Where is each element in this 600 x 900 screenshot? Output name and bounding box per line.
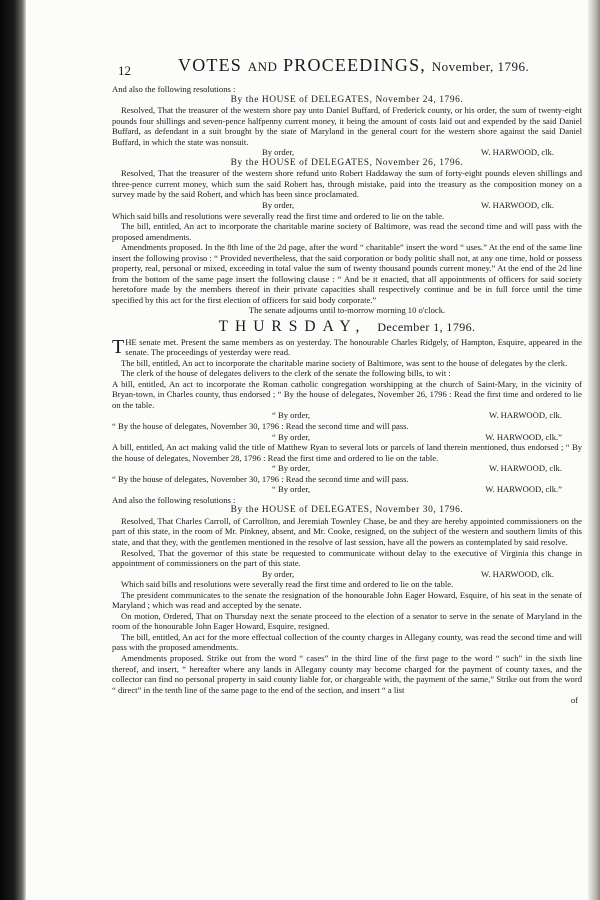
by-order: “ By order,: [272, 431, 311, 442]
catchword: of: [570, 695, 578, 706]
by-order: “ By order,: [272, 484, 311, 495]
by-order: “ By order,: [272, 463, 311, 474]
signature-block: [112, 432, 582, 443]
signature-block: [112, 569, 582, 580]
intro-line: And also the following resolutions :: [112, 84, 236, 94]
clerk-name: W. HARWOOD, clk.: [481, 568, 554, 579]
resolution-heading: By the HOUSE of DELEGATES, November 30, 1796.: [230, 505, 464, 516]
signature-block: [112, 484, 582, 495]
resolution-heading: By the HOUSE of DELEGATES, November 26, 1796.: [230, 157, 464, 168]
by-order: By order,: [262, 568, 295, 579]
title-date: November, 1796.: [431, 59, 530, 74]
day-date: December 1, 1796.: [377, 320, 476, 335]
resolution-text: Resolved, That the governor of this state be requested to communicate without delay to the executive of Virginia this change in appointment of commissioners on the part of this state.: [112, 547, 582, 569]
clerk-name: W. HARWOOD, clk.: [489, 463, 562, 474]
paragraph: The bill, entitled, An act for the more effectual collection of the county charges in Allegany county, was read the second time and will pass with the proposed amendments.: [112, 631, 582, 653]
paragraph: And also the following resolutions :: [112, 494, 236, 505]
paragraph: Which said bills and resolutions were severally read the first time and ordered to lie on the table.: [112, 210, 445, 221]
book-binding-shadow: [0, 0, 26, 900]
by-order: By order,: [262, 200, 295, 211]
signature-block: [112, 147, 582, 158]
paragraph: The president communicates to the senate the resignation of the honourable John Eager Howard, Esquire, of his seat in the senate of Maryland ; which was read and accepted by the senate.: [112, 589, 582, 611]
title-proceedings: PROCEEDINGS,: [283, 55, 426, 75]
signature-block: [112, 410, 582, 421]
day-name: THURSDAY,: [218, 318, 367, 336]
paragraph: The bill, entitled, An act to incorporate the charitable marine society of Baltimore, was sent to the house of delegates by the clerk.: [121, 357, 568, 368]
by-order: “ By order,: [272, 410, 311, 421]
page-number: 12: [118, 63, 131, 78]
resolution-text: Resolved, That Charles Carroll, of Carrollton, and Jeremiah Townley Chase, be and they are hereby appointed commissioners on the part of this state, in the room of Mr. Pinkney, absent, and Mr. Cooke, resigned, on the subject of the western and southern limits of this state, and that they, with the gentlemen mentioned in the resolve of last session, have all the powers as contemplated by said resolve.: [112, 515, 582, 547]
by-order: By order,: [262, 147, 295, 158]
resolution-heading: By the HOUSE of DELEGATES, November 24, 1796.: [230, 94, 464, 105]
paragraph: “ By the house of delegates, November 30, 1796 : Read the second time and will pass.: [112, 420, 409, 431]
paragraph: A bill, entitled, An act to incorporate the Roman catholic congregation worshipping at the church of Saint-Mary, in the vicinity of Bryan-town, in Charles county, thus endorsed ; “ By the house of delegates, November 26, 1796 : Read the first time and ordered to lie on the table.: [112, 378, 582, 410]
clerk-name: W. HARWOOD, clk.”: [485, 484, 562, 495]
paragraph: [112, 337, 582, 358]
clerk-name: W. HARWOOD, clk.: [481, 147, 554, 158]
paragraph: “ By the house of delegates, November 30, 1796 : Read the second time and will pass.: [112, 473, 409, 484]
day-heading: [112, 318, 582, 336]
title-and: AND: [247, 59, 278, 74]
paragraph: The clerk of the house of delegates delivers to the clerk of the senate the following bills, to wit :: [121, 368, 451, 379]
signature-block: [112, 200, 582, 211]
page-content: [112, 55, 582, 706]
paragraph: The bill, entitled, An act to incorporate the charitable marine society of Baltimore, was read the second time and will pass with the proposed amendments.: [112, 221, 582, 242]
paragraph: Which said bills and resolutions were severally read the first time and ordered to lie on the table.: [121, 579, 454, 590]
paragraph-text: HE senate met. Present the same members as on yesterday. The honourable Charles Ridgely, of Hampton, Esquire, appeared in the senate. The proceedings of yesterday were read.: [125, 336, 582, 358]
clerk-name: W. HARWOOD, clk.: [481, 200, 554, 211]
clerk-name: W. HARWOOD, clk.: [489, 410, 562, 421]
drop-cap: T: [112, 335, 125, 358]
paragraph: Amendments proposed. Strike out from the word “ cases” in the third line of the first page to the word “ such” in the sixth line thereof, and insert, “ hereafter where any lands in Allegany county may become charged for the payment of county taxes, and the collector can find no personal property in said county liable for, or chargeable with, the payment of the same,” Strike out from the word “ direct” in the tenth line of the same page to the end of the section, and insert “ a list: [112, 652, 582, 695]
paragraph: Amendments proposed. In the 8th line of the 2d page, after the word “ charitable” insert the word “ uses.” At the end of the same line insert the following proviso : “ Provided nevertheless, that the said corporation or body politic shall not, at any one time, hold or possess property, real, personal or mixed, exceeding in total value the sum of twenty thousand pounds current money.” At the end of the 2d line from the bottom of the same page insert the following clause : “ And be it enacted, that all appointments of officers for said society heretofore made by the members thereof in their private capacities shall respectively continue and be in full force until the time specified by this act for the first election of officers for said body corporate.”: [112, 242, 582, 305]
running-title: [178, 55, 530, 75]
resolution-text: Resolved, That the treasurer of the western shore refund unto Robert Haddaway the sum of forty-eight pounds eleven shillings and three-pence current money, which sum the said Robert has, through mistake, paid into the treasury as the composition money on a survey made by the said Robert, and which has been since proclamated.: [112, 168, 582, 200]
page-edge-shadow: [588, 0, 600, 900]
clerk-name: W. HARWOOD, clk.”: [485, 431, 562, 442]
running-header: [112, 55, 582, 84]
paragraph: A bill, entitled, An act making valid the title of Matthew Ryan to several lots or parcels of land therein mentioned, thus endorsed ; “ By the house of delegates, November 28, 1796 : Read the first time and ordered to lie on the table.: [112, 442, 582, 463]
title-votes: VOTES: [178, 55, 242, 75]
adjournment-line: The senate adjourns until to-morrow morning 10 o'clock.: [248, 305, 446, 316]
signature-block: [112, 463, 582, 474]
resolution-text: Resolved, That the treasurer of the western shore pay unto Daniel Buffard, of Frederick county, or his order, the sum of twenty-eight pounds four shillings and seven-pence halfpenny current money, it being the amount of costs laid out and expended by the said Daniel Buffard, as defendant in a suit brought by the state of Maryland in the general court for the western shore against the said Daniel Buffard, in which the state was nonsuit.: [112, 105, 582, 147]
paragraph: On motion, Ordered, That on Thursday next the senate proceed to the election of a senator to serve in the senate of Maryland in the room of the honourable John Eager Howard, Esquire, resigned.: [112, 610, 582, 632]
